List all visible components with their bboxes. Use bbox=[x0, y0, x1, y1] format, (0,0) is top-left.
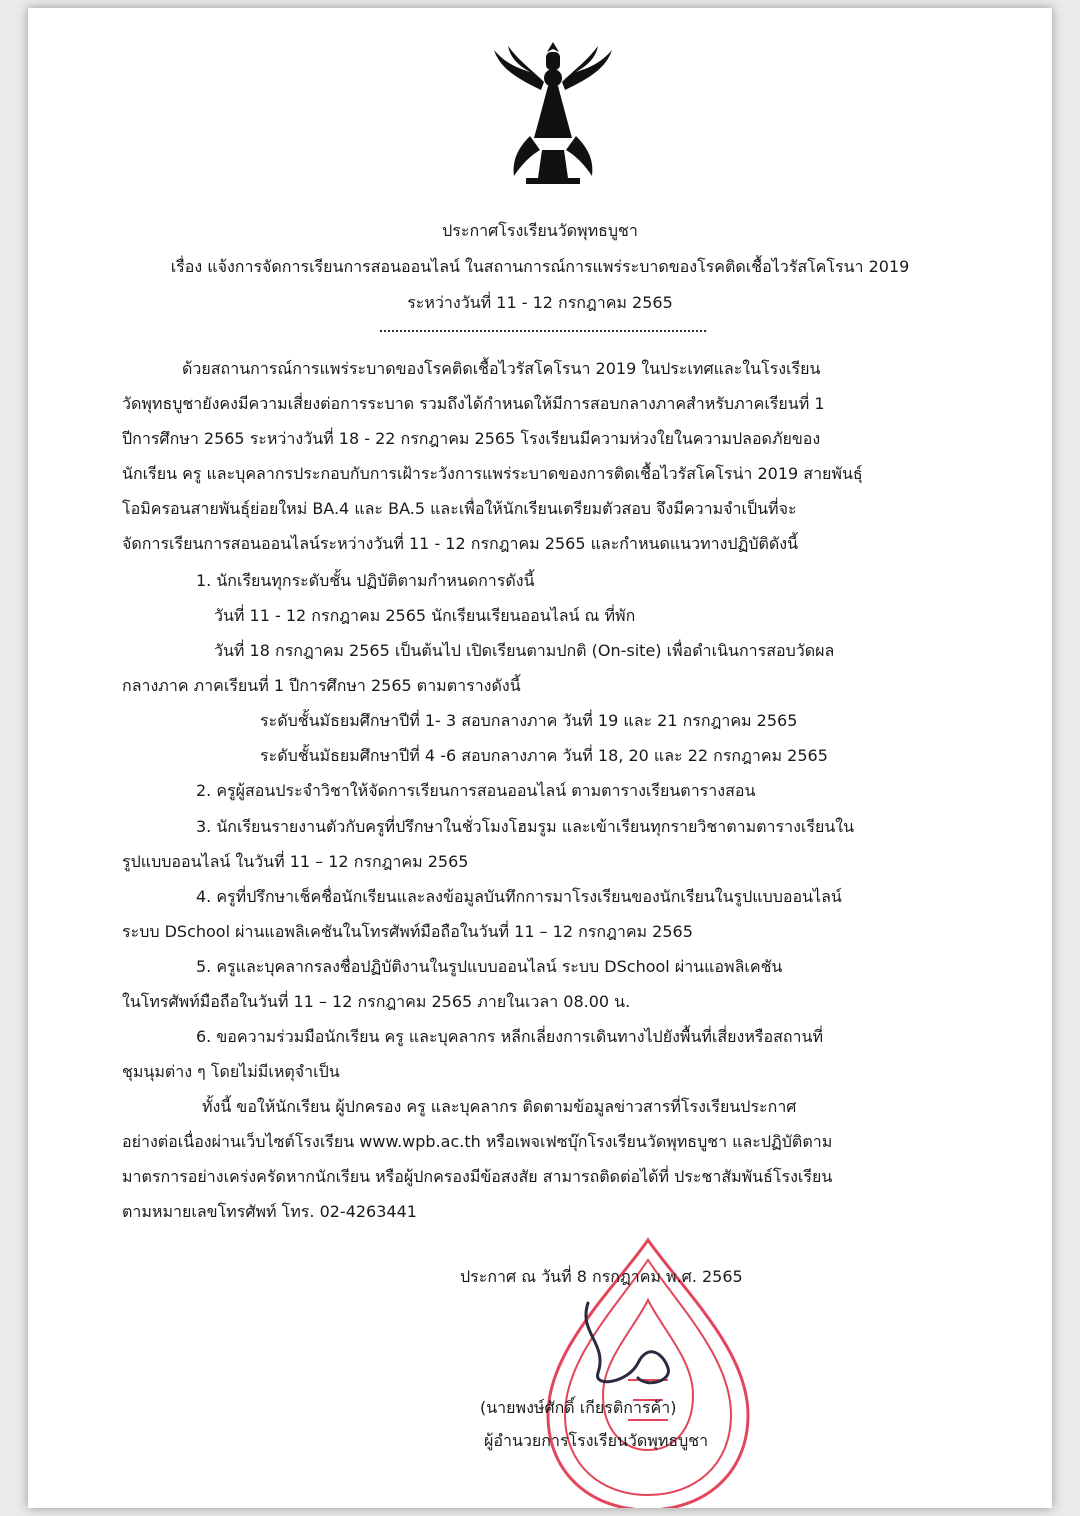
item-1-line: วันที่ 11 - 12 กรกฎาคม 2565 นักเรียนเรียนออนไลน์ ณ ที่พัก bbox=[214, 606, 636, 625]
intro-line: โอมิครอนสายพันธุ์ย่อยใหม่ BA.4 และ BA.5 และเพื่อให้นักเรียนเตรียมตัวสอบ จึงมีความจำเป็นที่จะ bbox=[122, 499, 797, 518]
exam-schedule-row: ระดับชั้นมัธยมศึกษาปีที่ 1- 3 สอบกลางภาค วันที่ 19 และ 21 กรกฎาคม 2565 bbox=[260, 711, 798, 730]
item-5-line: ในโทรศัพท์มือถือในวันที่ 11 – 12 กรกฎาคม 2565 ภายในเวลา 08.00 น. bbox=[122, 992, 631, 1011]
item-1-heading: 1. นักเรียนทุกระดับชั้น ปฏิบัติตามกำหนดการดังนี้ bbox=[196, 571, 535, 590]
item-1-line: กลางภาค ภาคเรียนที่ 1 ปีการศึกษา 2565 ตามตารางดังนี้ bbox=[122, 676, 521, 695]
item-2: 2. ครูผู้สอนประจำวิชาให้จัดการเรียนการสอนออนไลน์ ตามตารางเรียนตารางสอน bbox=[196, 781, 756, 800]
announcement-subject: เรื่อง แจ้งการจัดการเรียนการสอนออนไลน์ ในสถานการณ์การแพร่ระบาดของโรคติดเชื้อไวรัสโคโรนา 2019 bbox=[170, 257, 910, 276]
item-6-line: 6. ขอความร่วมมือนักเรียน ครู และบุคลากร หลีกเลี่ยงการเดินทางไปยังพื้นที่เสี่ยงหรือสถานที่ bbox=[196, 1027, 824, 1046]
garuda-emblem-icon bbox=[486, 38, 620, 186]
intro-line: ปีการศึกษา 2565 ระหว่างวันที่ 18 - 22 กรกฎาคม 2565 โรงเรียนมีความห่วงใยในความปลอดภัยของ bbox=[122, 429, 821, 448]
signature-icon bbox=[568, 1293, 688, 1393]
item-3-line: 3. นักเรียนรายงานตัวกับครูที่ปรึกษาในชั่วโมงโฮมรูม และเข้าเรียนทุกรายวิชาตามตารางเรียนใน bbox=[196, 817, 855, 836]
closing-line: ทั้งนี้ ขอให้นักเรียน ผู้ปกครอง ครู และบุคลากร ติดตามข้อมูลข่าวสารที่โรงเรียนประกาศ bbox=[202, 1097, 797, 1116]
item-4-line: 4. ครูที่ปรึกษาเช็คชื่อนักเรียนและลงข้อมูลบันทึกการมาโรงเรียนของนักเรียนในรูปแบบออนไลน์ bbox=[196, 887, 842, 906]
item-3-line: รูปแบบออนไลน์ ในวันที่ 11 – 12 กรกฎาคม 2565 bbox=[122, 852, 469, 871]
item-5-line: 5. ครูและบุคลากรลงชื่อปฏิบัติงานในรูปแบบออนไลน์ ระบบ DSchool ผ่านแอพลิเคชัน bbox=[196, 957, 783, 976]
intro-line: จัดการเรียนการสอนออนไลน์ระหว่างวันที่ 11 - 12 กรกฎาคม 2565 และกำหนดแนวทางปฏิบัติดังนี้ bbox=[122, 534, 799, 553]
intro-line: ด้วยสถานการณ์การแพร่ระบาดของโรคติดเชื้อไวรัสโคโรนา 2019 ในประเทศและในโรงเรียน bbox=[182, 359, 821, 378]
item-4-line: ระบบ DSchool ผ่านแอพลิเคชันในโทรศัพท์มือถือในวันที่ 11 – 12 กรกฎาคม 2565 bbox=[122, 922, 693, 941]
closing-line: มาตรการอย่างเคร่งครัดหากนักเรียน หรือผู้ปกครองมีข้อสงสัย สามารถติดต่อได้ที่ ประชาสัมพันธ์โรงเรียน bbox=[122, 1167, 833, 1186]
closing-line: ตามหมายเลขโทรศัพท์ โทร. 02-4263441 bbox=[122, 1202, 417, 1221]
signer-name: (นายพงษ์ศักดิ์ เกียรติการค้า) bbox=[480, 1398, 677, 1417]
document-page bbox=[28, 8, 1052, 1508]
item-1-line: วันที่ 18 กรกฎาคม 2565 เป็นต้นไป เปิดเรียนตามปกติ (On-site) เพื่อดำเนินการสอบวัดผล bbox=[214, 641, 835, 660]
closing-line: อย่างต่อเนื่องผ่านเว็บไซต์โรงเรียน www.wpb.ac.th หรือเพจเฟซบุ๊กโรงเรียนวัดพุทธบูชา และปฏิบัติตาม bbox=[122, 1132, 833, 1151]
item-6-line: ชุมนุมต่าง ๆ โดยไม่มีเหตุจำเป็น bbox=[122, 1062, 340, 1081]
exam-schedule-row: ระดับชั้นมัธยมศึกษาปีที่ 4 -6 สอบกลางภาค วันที่ 18, 20 และ 22 กรกฎาคม 2565 bbox=[260, 746, 828, 765]
announcement-date: ประกาศ ณ วันที่ 8 กรกฎาคม พ.ศ. 2565 bbox=[460, 1267, 743, 1286]
intro-line: วัดพุทธบูชายังคงมีความเสี่ยงต่อการระบาด รวมถึงได้กำหนดให้มีการสอบกลางภาคสำหรับภาคเรียนที่ 1 bbox=[122, 394, 825, 413]
announcement-period: ระหว่างวันที่ 11 - 12 กรกฎาคม 2565 bbox=[407, 293, 673, 312]
title-divider bbox=[380, 330, 706, 332]
signer-title: ผู้อำนวยการโรงเรียนวัดพุทธบูชา bbox=[484, 1431, 709, 1450]
intro-line: นักเรียน ครู และบุคลากรประกอบกับการเฝ้าระวังการแพร่ระบาดของการติดเชื้อไวรัสโคโรน่า 2019 สายพันธุ์ bbox=[122, 464, 863, 483]
announcement-title: ประกาศโรงเรียนวัดพุทธบูชา bbox=[442, 221, 638, 240]
